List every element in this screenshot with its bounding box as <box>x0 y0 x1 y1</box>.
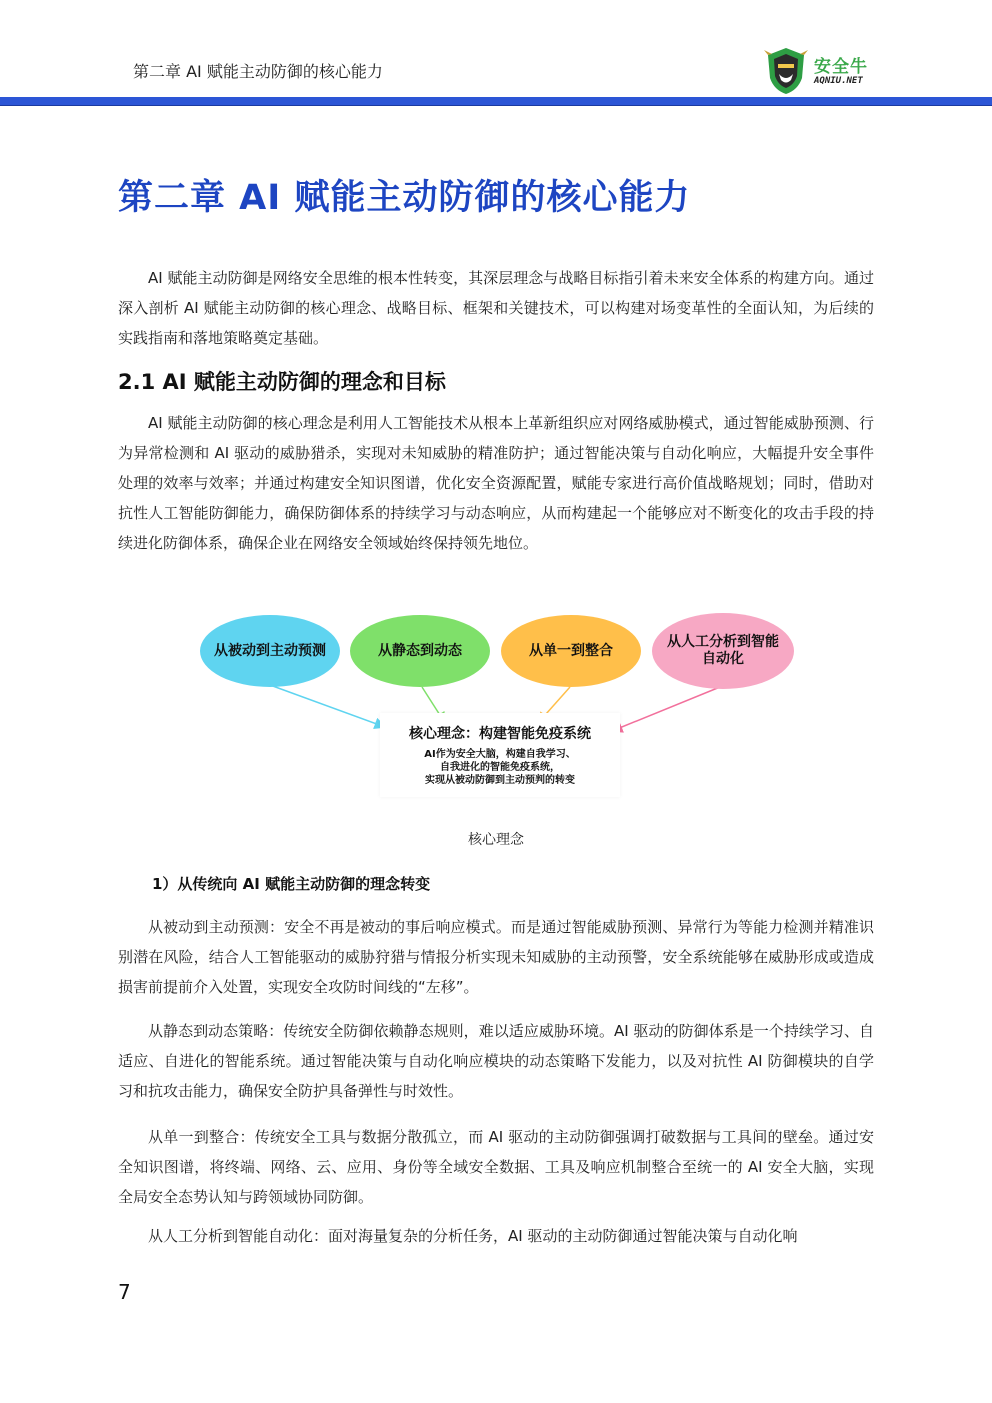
concept-bubble-3: 从单一到整合 <box>501 615 641 687</box>
core-concept-diagram <box>200 605 800 805</box>
core-concept-title: 核心理念：构建智能免疫系统 <box>409 726 591 742</box>
concept-bubble-2: 从静态到动态 <box>350 615 490 687</box>
core-concept-box <box>380 713 620 797</box>
paragraph-passive-to-active: 从被动到主动预测：安全不再是被动的事后响应模式。而是通过智能威胁预测、异常行为等能力检测并精准识别潜在风险，结合人工智能驱动的威胁狩猎与情报分析实现未知威胁的主动预警，安全系统能够在威胁形成或造成损害前提前介入处置，实现安全攻防时间线的“左移”。 <box>118 918 874 996</box>
figure-caption: 核心理念 <box>468 832 524 848</box>
header-divider-bar <box>0 97 992 106</box>
concept-bubble-1: 从被动到主动预测 <box>200 615 340 687</box>
section-title: 2.1 AI 赋能主动防御的理念和目标 <box>118 370 446 394</box>
concept-bubble-4: 从人工分析到智能 自动化 <box>652 613 794 689</box>
page-number: 7 <box>118 1280 131 1304</box>
core-concept-description: AI作为安全大脑，构建自我学习、 自我进化的智能免疫系统， 实现从被动防御到主动预判的转变 <box>424 749 576 786</box>
bull-shield-icon <box>764 46 808 96</box>
chapter-intro-paragraph: AI 赋能主动防御是网络安全思维的根本性转变，其深层理念与战略目标指引着未来安全体系的构建方向。通过深入剖析 AI 赋能主动防御的核心理念、战略目标、框架和关键技术，可以构建对场变革性的全面认知，为后续的实践指南和落地策略奠定基础。 <box>118 269 874 347</box>
brand-logo <box>764 46 894 96</box>
subsection-title: 1）从传统向 AI 赋能主动防御的理念转变 <box>152 875 431 893</box>
chapter-title: 第二章 AI 赋能主动防御的核心能力 <box>118 178 691 218</box>
paragraph-manual-to-automated: 从人工分析到智能自动化：面对海量复杂的分析任务，AI 驱动的主动防御通过智能决策与自动化响 <box>148 1227 798 1245</box>
section-body-paragraph: AI 赋能主动防御的核心理念是利用人工智能技术从根本上革新组织应对网络威胁模式，通过智能威胁预测、行为异常检测和 AI 驱动的威胁猎杀，实现对未知威胁的精准防护；通过智能决策与自动化响应，大幅提升安全事件处理的效率与效率；并通过构建安全知识图谱，优化安全资源配置，赋能专家进行高价值战略规划；同时，借助对抗性人工智能防御能力，确保防御体系的持续学习与动态响应，从而构建起一个能够应对不断变化的攻击手段的持续进化防御体系，确保企业在网络安全领域始终保持领先地位。 <box>118 414 874 552</box>
brand-url: AQNIU.NET <box>814 76 863 86</box>
arrow-4 <box>612 687 720 731</box>
paragraph-single-to-integrated: 从单一到整合：传统安全工具与数据分散孤立，而 AI 驱动的主动防御强调打破数据与工具间的壁垒。通过安全知识图谱，将终端、网络、云、应用、身份等全域安全数据、工具及响应机制整合至统一的 AI 安全大脑，实现全局安全态势认知与跨领域协同防御。 <box>118 1128 874 1206</box>
brand-name: 安全牛 <box>814 57 868 77</box>
paragraph-static-to-dynamic: 从静态到动态策略：传统安全防御依赖静态规则，难以适应威胁环境。AI 驱动的防御体系是一个持续学习、自适应、自进化的智能系统。通过智能决策与自动化响应模块的动态策略下发能力，以及对抗性 AI 防御模块的自学习和抗攻击能力，确保安全防护具备弹性与时效性。 <box>118 1022 874 1100</box>
arrow-1 <box>270 685 385 727</box>
running-header-title: 第二章 AI 赋能主动防御的核心能力 <box>133 62 383 81</box>
